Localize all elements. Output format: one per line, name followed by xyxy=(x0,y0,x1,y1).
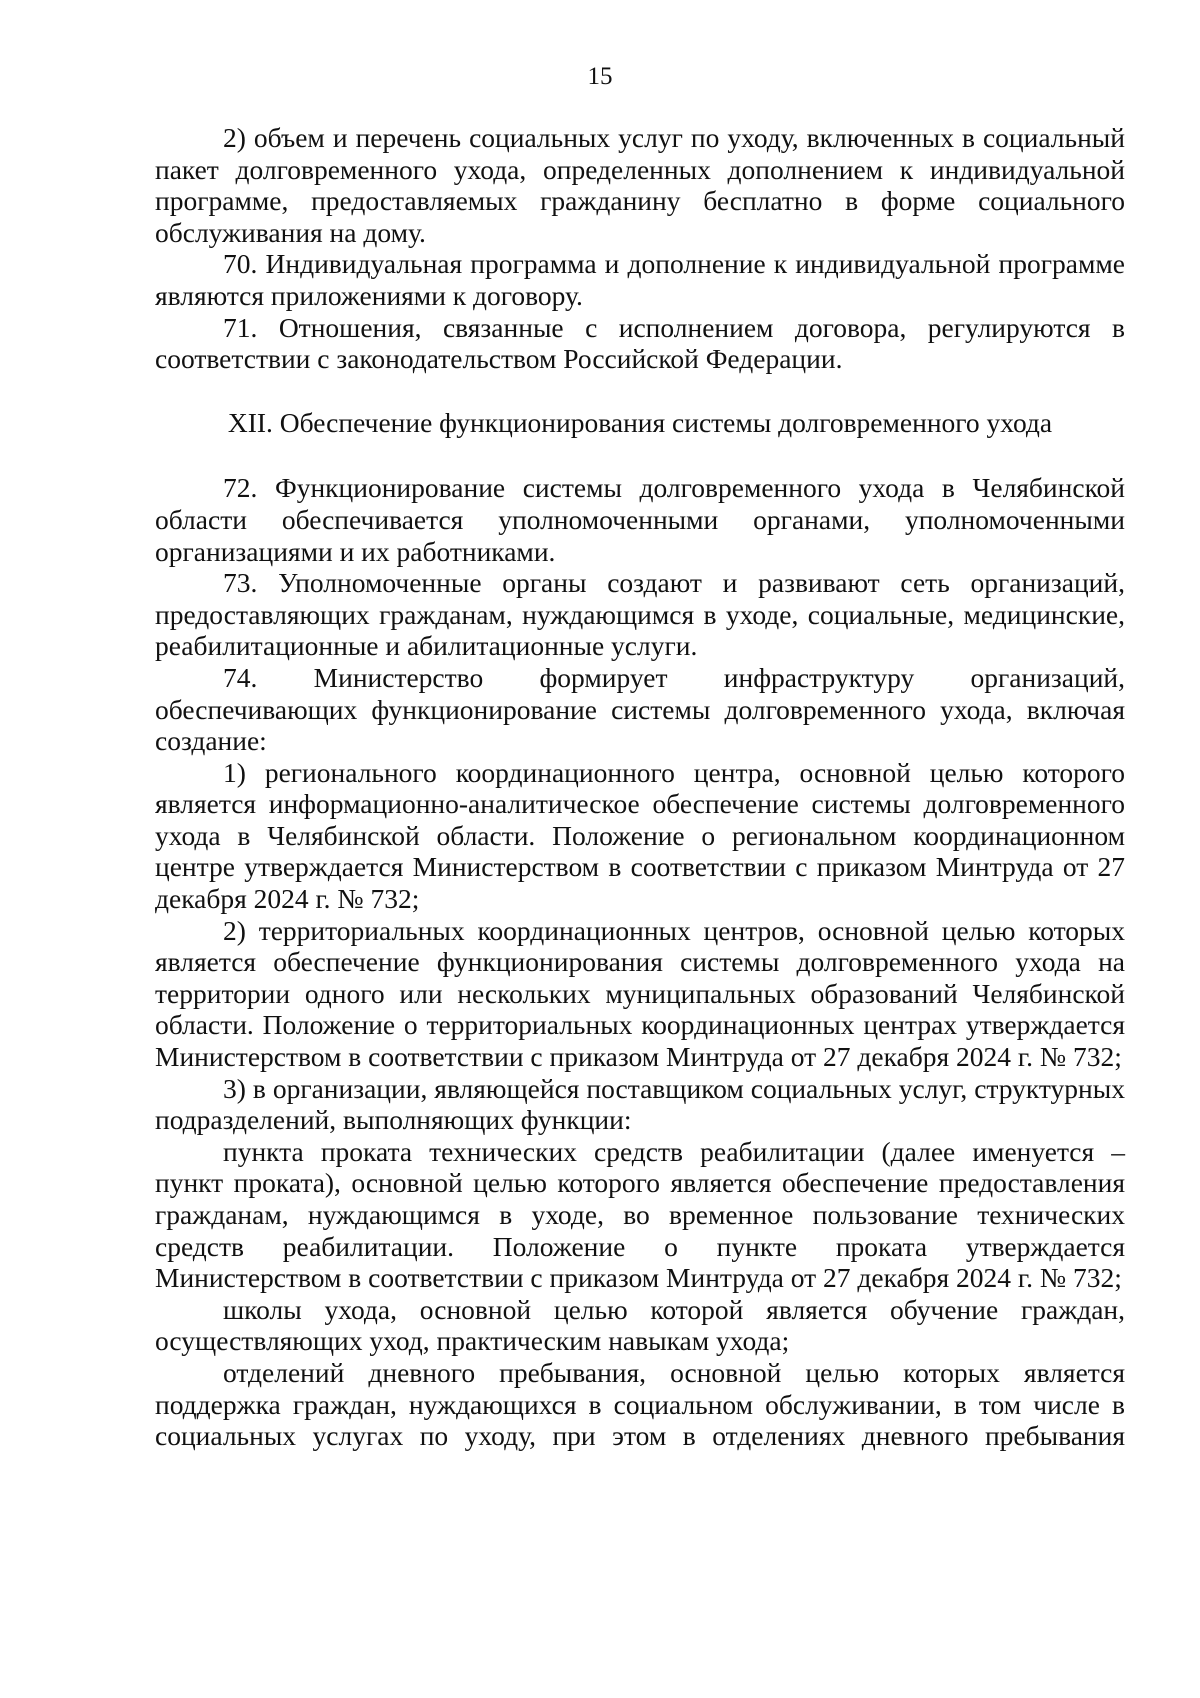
paragraph-rental-point: пункта проката технических средств реабилитации (далее именуется – пункт проката), основной целью которого является обеспечение предоставления гражданам, нуждающимся в уходе, во временное пользование технических средств реабилитации. Положение о пункте проката утверждается Министерством в соответствии с приказом Минтруда от 27 декабря 2024 г. № 732; xyxy=(155,1135,1125,1294)
paragraph-73: 73. Уполномоченные органы создают и развивают сеть организаций, предоставляющих гражданам, нуждающимся в уходе, социальные, медицинские, реабилитационные и абилитационные услуги. xyxy=(155,567,1125,662)
paragraph-72: 72. Функционирование системы долговременного ухода в Челябинской области обеспечивается уполномоченными органами, уполномоченными организациями и их работниками. xyxy=(155,472,1125,567)
paragraph-care-school: школы ухода, основной целью которой является обучение граждан, осуществляющих уход, практическим навыкам ухода; xyxy=(155,1293,1125,1357)
paragraph-74: 74. Министерство формирует инфраструктуру организаций, обеспечивающих функционирование системы долговременного ухода, включая создание: xyxy=(155,661,1125,757)
document-body xyxy=(155,122,1125,1452)
section-heading: XII. Обеспечение функционирования системы долговременного ухода xyxy=(227,406,1053,438)
paragraph-74-item-3: 3) в организации, являющейся поставщиком социальных услуг, структурных подразделений, выполняющих функции: xyxy=(155,1072,1125,1136)
page-number: 15 xyxy=(587,63,613,90)
paragraph-71: 71. Отношения, связанные с исполнением договора, регулируются в соответствии с законодательством Российской Федерации. xyxy=(155,311,1125,375)
paragraph-item-2-volume: 2) объем и перечень социальных услуг по уходу, включенных в социальный пакет долговременного ухода, определенных дополнением к индивидуальной программе, предоставляемых гражданину бесплатно в форме социального обслуживания на дому. xyxy=(155,122,1125,248)
paragraph-74-item-2: 2) территориальных координационных центров, основной целью которых является обеспечение функционирования системы долговременного ухода на территории одного или нескольких муниципальных образований Челябинской области. Положение о территориальных координационных центрах утверждается Министерством в соответствии с приказом Минтруда от 27 декабря 2024 г. № 732; xyxy=(155,914,1125,1073)
paragraph-70: 70. Индивидуальная программа и дополнение к индивидуальной программе являются приложениями к договору. xyxy=(155,248,1125,311)
paragraph-day-care-departments: отделений дневного пребывания, основной целью которых является поддержка граждан, нуждающихся в социальном обслуживании, в том числе в социальных услугах по уходу, при этом в отделениях дневного пребывания xyxy=(155,1356,1125,1452)
paragraph-74-item-1: 1) регионального координационного центра, основной целью которого является информационно-аналитическое обеспечение системы долговременного ухода в Челябинской области. Положение о региональном координационном центре утверждается Министерством в соответствии с приказом Минтруда от 27 декабря 2024 г. № 732; xyxy=(155,756,1125,915)
